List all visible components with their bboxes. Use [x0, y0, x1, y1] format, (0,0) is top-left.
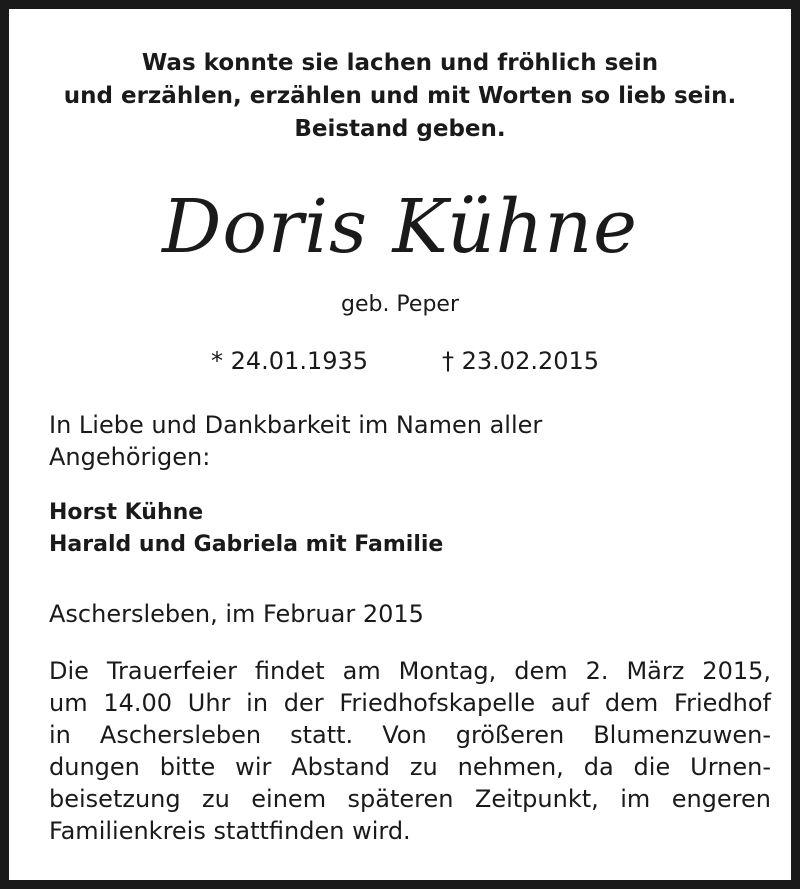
funeral-notice [49, 655, 771, 847]
motto-line: Was konnte sie lachen und fröhlich sein [141, 50, 659, 76]
notice-line: Die Trauerfeier findet am Montag, dem 2. März 2015, [49, 657, 771, 685]
mourner-name: Harald und Gabriela mit Familie [49, 532, 444, 557]
birth-name: geb. Peper [340, 292, 459, 317]
dedication-text [49, 409, 771, 473]
motto-line: Beistand geben. [294, 116, 506, 142]
motto-line: und erzählen, erzählen und mit Worten so lieb sein. [63, 83, 737, 109]
deceased-name: Doris Kühne [162, 184, 638, 270]
place-date: Aschersleben, im Februar 2015 [49, 600, 424, 628]
mourners-list [49, 497, 771, 561]
notice-line: beisetzung zu einem späteren Zeitpunkt, im engeren [49, 785, 771, 813]
motto-verse [9, 47, 791, 146]
mourner-name: Horst Kühne [49, 500, 204, 525]
notice-line: Familienkreis stattfinden wird. [49, 817, 411, 845]
notice-line: dungen bitte wir Abstand zu nehmen, da die Urnen- [49, 753, 771, 781]
dedication-line: In Liebe und Dankbarkeit im Namen aller [49, 411, 543, 439]
birth-date: * 24.01.1935 [211, 347, 369, 375]
notice-line: in Aschersleben statt. Von größeren Blumenzuwen- [49, 721, 771, 749]
death-date: † 23.02.2015 [442, 347, 600, 375]
dedication-line: Angehörigen: [49, 443, 211, 471]
notice-line: um 14.00 Uhr in der Friedhofskapelle auf dem Friedhof [49, 689, 771, 717]
